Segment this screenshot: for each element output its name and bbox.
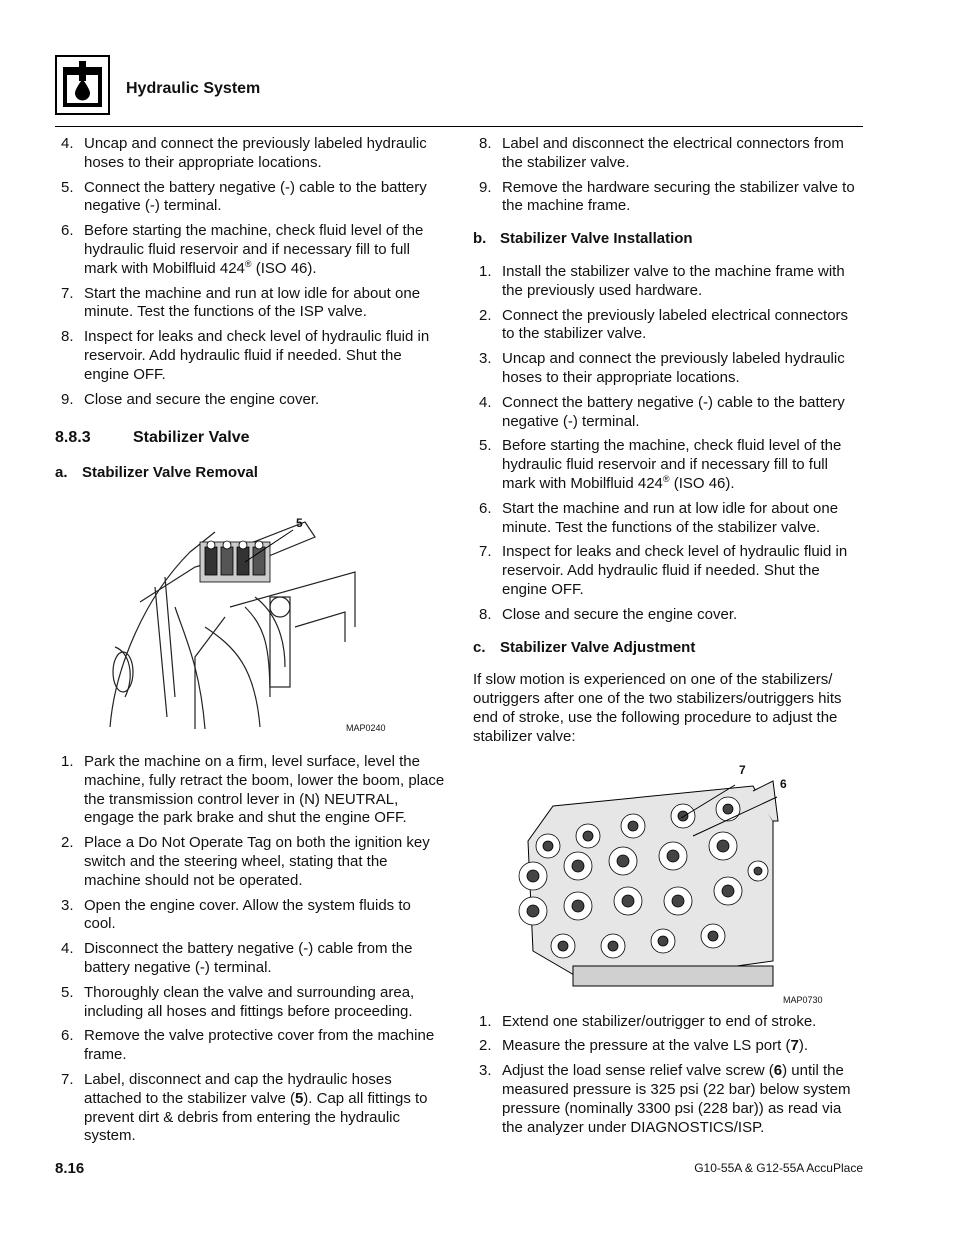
list-item: 4. Disconnect the battery negative (-) cable from the battery negative (-) terminal. (61, 940, 413, 976)
figure-illustration (55, 497, 445, 737)
list-item: 2. Place a Do Not Operate Tag on both the ignition key switch and the steering wheel, stating that the machine should not be operated. (61, 834, 430, 889)
list-item: 7. Start the machine and run at low idle for about one minute. Test the functions of the ISP valve. (61, 284, 421, 321)
list-item: 3. Uncap and connect the previously labeled hydraulic hoses to their appropriate locations. (479, 350, 845, 386)
callout-7: 7 (739, 762, 746, 777)
list-item: 6. Remove the valve protective cover from the machine frame. (61, 1027, 435, 1064)
left-column (55, 135, 445, 1152)
list-item: 2. Measure the pressure at the valve LS port (7). (479, 1037, 808, 1055)
callout-6: 6 (780, 776, 787, 791)
steps-removal-cont-list (473, 135, 863, 216)
list-item: 1. Park the machine on a firm, level surface, level the machine, fully retract the boom, lower the boom, place the transmission control lever in (N) NEUTRAL, engage the park brake and shut the engine OFF. (61, 752, 445, 827)
steps-install-list (473, 263, 863, 625)
list-item: 9. Close and secure the engine cover. (61, 390, 320, 408)
list-item: 8. Label and disconnect the electrical connectors from the stabilizer valve. (479, 135, 844, 171)
adjustment-intro: If slow motion is experienced on one of the stabilizers/ outriggers after one of the two stabilizers/outriggers hits end of stroke, use the following procedure to adjust the stabilizer valve: (473, 671, 842, 745)
footer-model: G10-55A & G12-55A AccuPlace (694, 1161, 863, 1175)
callout-5: 5 (296, 515, 303, 530)
list-item: 6. Before starting the machine, check fluid level of the hydraulic fluid reservoir and if necessary fill to full mark with Mobilfluid 424® (ISO 46). (61, 222, 424, 277)
list-item: 8. Inspect for leaks and check level of hydraulic fluid in reservoir. Add hydraulic fluid if needed. Shut the engine OFF. (61, 328, 430, 383)
list-item: 8. Close and secure the engine cover. (479, 605, 738, 623)
steps-adjust-list (473, 1013, 863, 1138)
list-item: 1. Install the stabilizer valve to the machine frame with the previously used hardware. (479, 262, 845, 299)
list-item: 3. Open the engine cover. Allow the system fluids to cool. (61, 896, 411, 933)
hydraulic-reservoir-icon (55, 55, 110, 115)
steps-removal-list (55, 753, 445, 1146)
page-number: 8.16 (55, 1160, 85, 1177)
list-item: 7. Inspect for leaks and check level of hydraulic fluid in reservoir. Add hydraulic fluid if needed. Shut the engine OFF. (479, 543, 848, 598)
section-header-title: Hydraulic System (126, 80, 261, 97)
list-item: 5. Connect the battery negative (-) cable to the battery negative (-) terminal. (61, 178, 427, 215)
list-item: 7. Label, disconnect and cap the hydraulic hoses attached to the stabilizer valve (5). Cap all fittings to prevent dirt & debris from entering the hydraulic system. (61, 1070, 428, 1145)
list-item: 5. Before starting the machine, check fluid level of the hydraulic fluid reservoir and if necessary fill to full mark with Mobilfluid 424® (ISO 46). (479, 437, 842, 492)
list-item: 4. Uncap and connect the previously labeled hydraulic hoses to their appropriate locations. (61, 135, 427, 171)
list-item: 3. Adjust the load sense relief valve screw (6) until the measured pressure is 325 psi (22 bar) below system pressure (nominally 3300 psi (228 bar)) as read via the analyzer under DIAGNOSTICS/ISP. (479, 1062, 851, 1136)
figure-code: MAP0730 (783, 994, 823, 1005)
list-item: 5. Thoroughly clean the valve and surrounding area, including all hoses and fittings before proceeding. (61, 983, 415, 1020)
figure-illustration (473, 761, 863, 1001)
list-item: 2. Connect the previously labeled electrical connectors to the stabilizer valve. (479, 306, 849, 343)
subsection-heading-removal: a. Stabilizer Valve Removal (55, 464, 258, 482)
list-item: 4. Connect the battery negative (-) cable to the battery negative (-) terminal. (479, 393, 845, 430)
header-rule (55, 126, 863, 127)
list-item: 6. Start the machine and run at low idle for about one minute. Test the functions of the stabilizer valve. (479, 499, 839, 536)
figure-stabilizer-valve-location (55, 497, 445, 737)
list-item: 9. Remove the hardware securing the stabilizer valve to the machine frame. (479, 178, 855, 215)
subsection-heading-adjustment: c. Stabilizer Valve Adjustment (473, 638, 696, 656)
list-item: 1. Extend one stabilizer/outrigger to end of stroke. (479, 1012, 817, 1030)
right-column (473, 135, 863, 1143)
figure-stabilizer-valve-closeup (473, 761, 863, 1005)
section-heading: 8.8.3 Stabilizer Valve (55, 429, 250, 447)
steps-top-list (55, 135, 445, 409)
subsection-heading-installation: b. Stabilizer Valve Installation (473, 230, 693, 248)
figure-code: MAP0240 (346, 722, 386, 733)
